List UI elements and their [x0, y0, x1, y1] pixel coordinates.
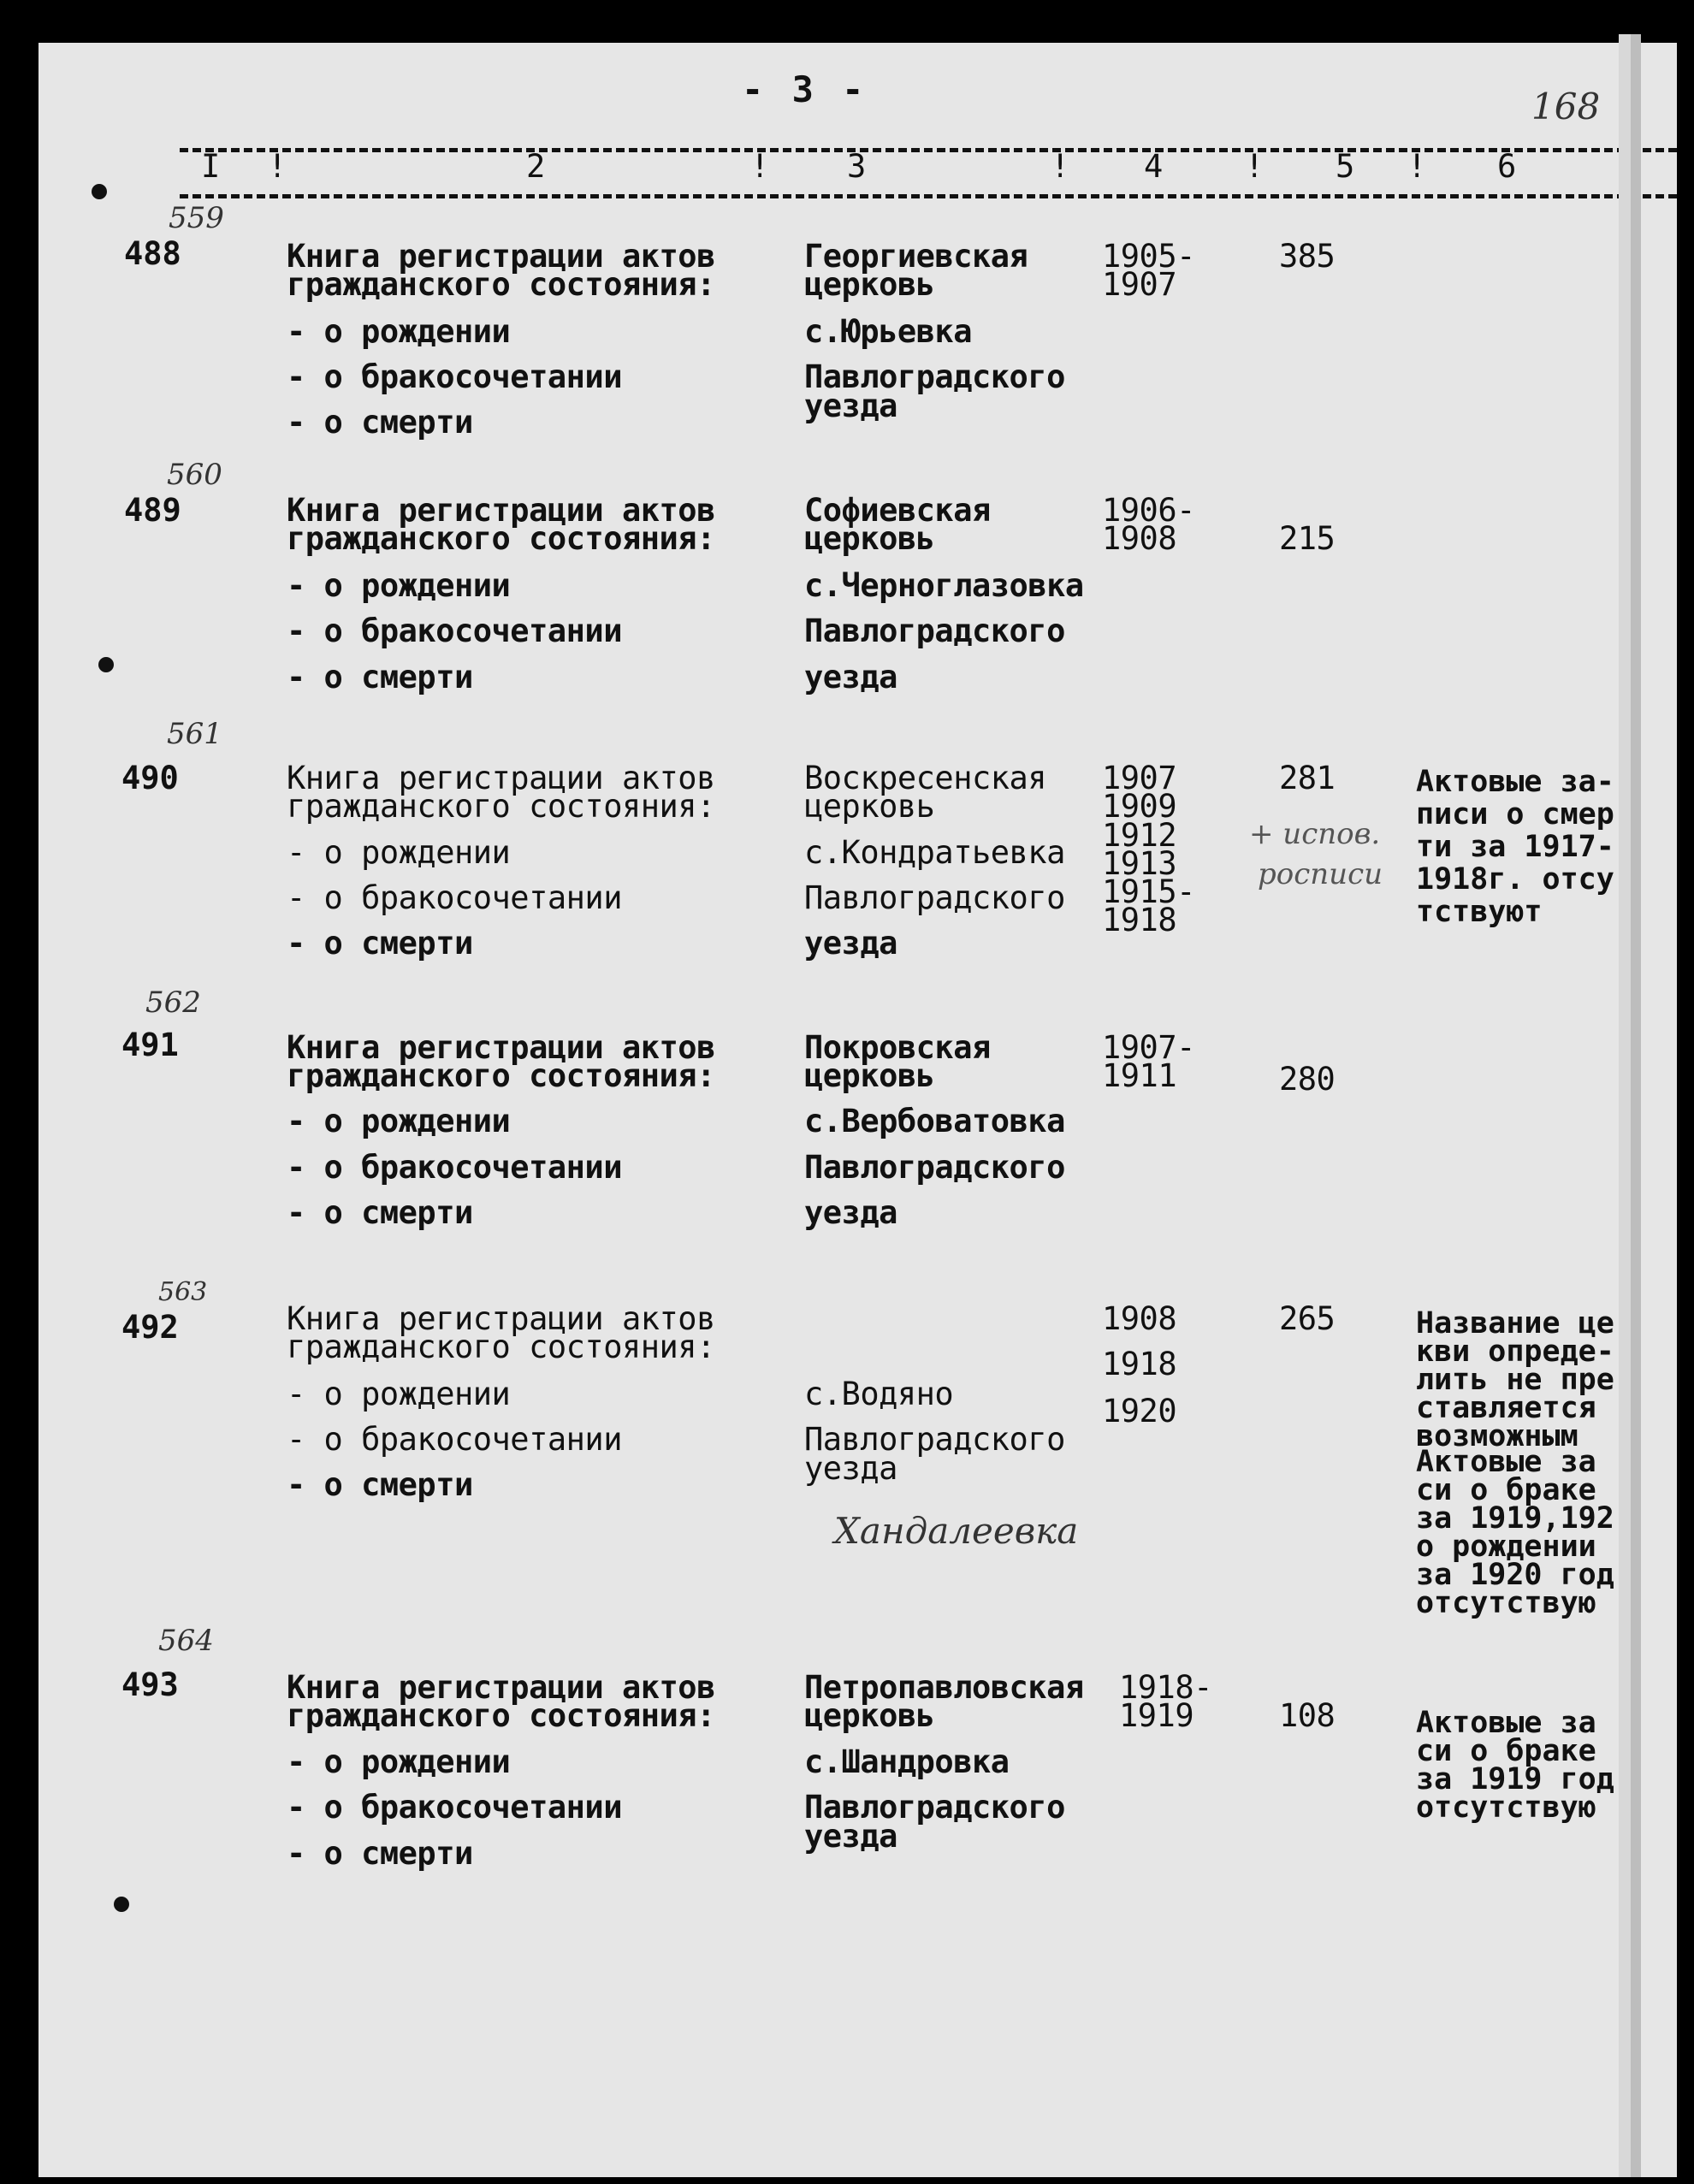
entry-count: 265 [1279, 1300, 1336, 1337]
entry-item: - о рождении [287, 567, 511, 604]
entry-title: гражданского состояния: [287, 266, 715, 303]
entry-count: 108 [1279, 1697, 1336, 1734]
entry-place: Павлоградского [804, 358, 1065, 395]
entry-title: Книга регистрации актов [287, 492, 715, 529]
entry-item: - о рождении [287, 1103, 511, 1139]
entry-place: уезда [804, 925, 897, 962]
entry-item: - о бракосочетании [287, 358, 622, 395]
entry-note: лить не пре [1416, 1363, 1614, 1397]
entry-years: 1915- [1102, 873, 1195, 910]
entry-note: Актовые за [1416, 1706, 1596, 1740]
entry-years: 1912 [1102, 817, 1177, 854]
col-separator: ! [750, 148, 769, 185]
page-edge [1631, 34, 1641, 2177]
entry-place: Покровская [804, 1029, 991, 1066]
entry-years: 1918 [1102, 902, 1177, 938]
entry-years: 1907 [1102, 760, 1177, 796]
entry-note: тствуют [1416, 895, 1543, 929]
entry-place: Павлоградского [804, 613, 1065, 649]
entry-place: уезда [804, 1450, 897, 1487]
entry-place: церковь [804, 266, 935, 303]
entry-item: - о рождении [287, 834, 511, 871]
col-header-1: I [201, 148, 220, 185]
entry-place: с.Кондратьевка [804, 834, 1065, 871]
hand-place: Хандалеевка [834, 1510, 1079, 1552]
entry-note: за 1920 год [1416, 1558, 1614, 1592]
entry-count: 215 [1279, 520, 1336, 557]
entry-years: 1918 [1102, 1346, 1177, 1382]
col-header-2: 2 [526, 148, 545, 185]
entry-count: 280 [1279, 1061, 1336, 1098]
entry-place: с.Шандровка [804, 1743, 1010, 1780]
entry-title: гражданского состояния: [287, 520, 715, 557]
col-header-6: 6 [1497, 148, 1516, 185]
pencil-note: росписи [1258, 857, 1383, 891]
entry-number: 490 [121, 760, 179, 796]
col-header-3: 3 [847, 148, 866, 185]
entry-title: гражданского состояния: [287, 1329, 715, 1365]
entry-item: - о рождении [287, 313, 511, 350]
entry-number: 492 [121, 1309, 179, 1346]
entry-years: 1908 [1102, 1300, 1177, 1337]
entry-place: Павлоградского [804, 1149, 1065, 1186]
col-separator: ! [1245, 148, 1264, 185]
entry-item: - о бракосочетании [287, 1421, 622, 1458]
page-edge [1619, 34, 1631, 2177]
entry-number: 491 [121, 1027, 179, 1063]
entry-item: - о бракосочетании [287, 879, 622, 916]
entry-place: Воскресенская [804, 760, 1047, 796]
document-page [38, 43, 1677, 2177]
entry-years: 1920 [1102, 1393, 1177, 1429]
entry-years: 1909 [1102, 788, 1177, 825]
col-header-5: 5 [1336, 148, 1354, 185]
entry-years: 1908 [1102, 520, 1177, 557]
hand-number: 562 [145, 985, 201, 1020]
entry-years: 1913 [1102, 845, 1177, 882]
entry-note: Актовые за- [1416, 765, 1614, 799]
punch-hole [98, 657, 114, 672]
entry-place: с.Черноглазовка [804, 567, 1084, 604]
entry-item: - о бракосочетании [287, 1149, 622, 1186]
entry-item: - о смерти [287, 925, 473, 962]
entry-count: 281 [1279, 760, 1336, 796]
entry-title: гражданского состояния: [287, 1057, 715, 1094]
header-rule-bottom [180, 194, 1677, 198]
entry-years: 1918- [1119, 1669, 1212, 1706]
entry-note: за 1919,192 [1416, 1501, 1614, 1536]
entry-number: 489 [124, 492, 181, 529]
entry-item: - о рождении [287, 1376, 511, 1412]
col-separator: ! [1407, 148, 1426, 185]
entry-place: Павлоградского [804, 879, 1065, 916]
entry-note: си о браке [1416, 1734, 1596, 1768]
entry-years: 1911 [1102, 1057, 1177, 1094]
entry-place: уезда [804, 1194, 897, 1231]
entry-title: Книга регистрации актов [287, 1300, 715, 1337]
entry-note: отсутствую [1416, 1790, 1596, 1825]
entry-note: си о браке [1416, 1473, 1596, 1507]
entry-item: - о рождении [287, 1743, 511, 1780]
hand-number: 563 [158, 1277, 208, 1307]
entry-years: 1905- [1102, 238, 1195, 275]
entry-place: Петропавловская [804, 1669, 1084, 1706]
entry-place: Павлоградского [804, 1421, 1065, 1458]
col-header-4: 4 [1144, 148, 1163, 185]
entry-note: Название це [1416, 1306, 1614, 1341]
entry-number: 488 [124, 235, 181, 272]
entry-item: - о смерти [287, 1194, 473, 1231]
col-separator: ! [268, 148, 287, 185]
entry-place: с.Водяно [804, 1376, 954, 1412]
hand-number: 564 [158, 1624, 214, 1658]
archive-folio: 168 [1531, 86, 1601, 127]
entry-place: церковь [804, 1697, 935, 1734]
entry-note: 1918г. отсу [1416, 862, 1614, 897]
entry-place: Георгиевская [804, 238, 1028, 275]
entry-place: Павлоградского [804, 1789, 1065, 1826]
entry-count: 385 [1279, 238, 1336, 275]
entry-title: Книга регистрации актов [287, 760, 715, 796]
entry-years: 1907- [1102, 1029, 1195, 1066]
entry-item: - о смерти [287, 659, 473, 695]
entry-note: писи о смер [1416, 797, 1614, 832]
hand-number: 559 [169, 201, 224, 235]
entry-place: церковь [804, 788, 935, 825]
entry-title: Книга регистрации актов [287, 1029, 715, 1066]
entry-note: ставляется [1416, 1391, 1596, 1425]
entry-item: - о смерти [287, 1466, 473, 1503]
entry-years: 1906- [1102, 492, 1195, 529]
entry-place: с.Вербоватовка [804, 1103, 1065, 1139]
entry-place: Софиевская [804, 492, 991, 529]
entry-place: уезда [804, 1818, 897, 1855]
entry-title: гражданского состояния: [287, 1697, 715, 1734]
entry-item: - о смерти [287, 1835, 473, 1872]
entry-note: возможным [1416, 1419, 1578, 1453]
pencil-note: + испов. [1249, 817, 1381, 851]
hand-number: 561 [167, 717, 222, 751]
entry-years: 1907 [1102, 266, 1177, 303]
punch-hole [114, 1897, 129, 1912]
entry-place: церковь [804, 520, 935, 557]
entry-note: за 1919 год [1416, 1762, 1614, 1796]
page-number: - 3 - [742, 68, 868, 110]
hand-number: 560 [167, 458, 222, 492]
entry-title: Книга регистрации актов [287, 1669, 715, 1706]
entry-note: о рождении [1416, 1530, 1596, 1564]
entry-title: гражданского состояния: [287, 788, 715, 825]
entry-item: - о бракосочетании [287, 1789, 622, 1826]
entry-years: 1919 [1119, 1697, 1194, 1734]
entry-place: церковь [804, 1057, 935, 1094]
punch-hole [92, 184, 107, 199]
entry-place: уезда [804, 388, 897, 424]
entry-place: уезда [804, 659, 897, 695]
col-separator: ! [1051, 148, 1069, 185]
header-rule-top [180, 148, 1677, 152]
entry-item: - о смерти [287, 404, 473, 441]
entry-note: кви опреде- [1416, 1335, 1614, 1369]
entry-number: 493 [121, 1666, 179, 1703]
entry-note: Актовые за [1416, 1445, 1596, 1479]
entry-note: отсутствую [1416, 1586, 1596, 1620]
entry-place: с.Юрьевка [804, 313, 972, 350]
entry-note: ти за 1917- [1416, 830, 1614, 864]
entry-title: Книга регистрации актов [287, 238, 715, 275]
entry-item: - о бракосочетании [287, 613, 622, 649]
